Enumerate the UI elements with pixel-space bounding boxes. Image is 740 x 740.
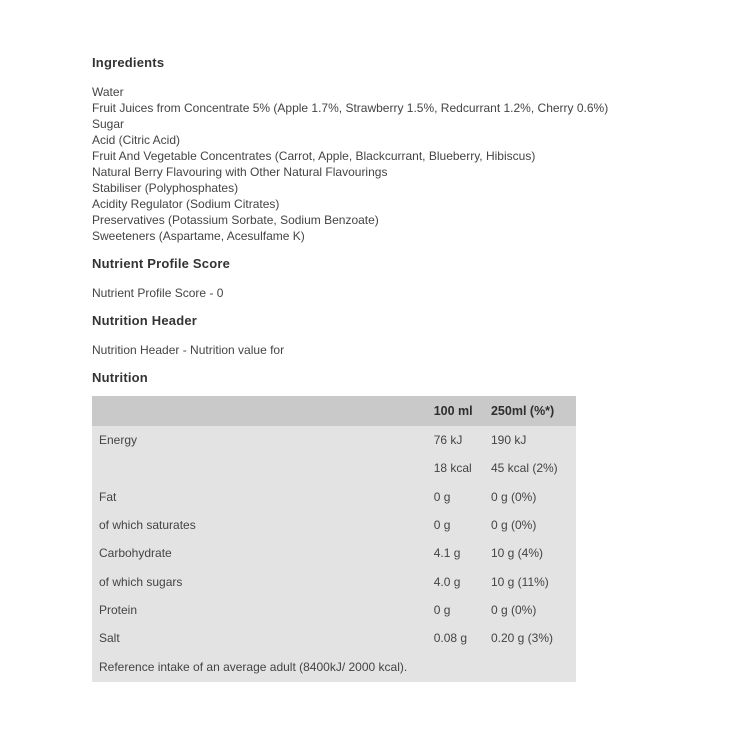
value-100ml: 76 kJ — [433, 433, 463, 448]
value-100ml: 0.08 g — [433, 631, 468, 646]
nutrient-profile-text: Nutrient Profile Score - 0 — [92, 286, 224, 300]
ingredient-item: Acidity Regulator (Sodium Citrates) — [92, 197, 280, 211]
value-100ml: 18 kcal — [433, 461, 472, 476]
ingredient-item: Preservatives (Potassium Sorbate, Sodium Benzoate) — [92, 213, 379, 227]
nutrition-table — [92, 396, 576, 682]
value-100ml: 0 g — [433, 602, 451, 617]
value-250ml: 190 kJ — [490, 433, 527, 448]
table-row — [92, 511, 576, 539]
product-details — [92, 55, 652, 682]
ingredient-item: Stabiliser (Polyphosphates) — [92, 181, 239, 195]
nutrient-name: Salt — [99, 631, 120, 646]
nutrient-name: Protein — [99, 602, 138, 617]
ingredients-list — [92, 84, 652, 244]
nutrition-heading: Nutrition — [92, 370, 148, 385]
nutrient-name: Carbohydrate — [99, 546, 172, 561]
nutrient-name: of which sugars — [99, 574, 183, 589]
ingredients-heading: Ingredients — [92, 55, 165, 70]
table-row — [92, 454, 576, 482]
reference-intake-footnote: Reference intake of an average adult (8400kJ/ 2000 kcal). — [99, 660, 408, 675]
value-250ml: 0.20 g (3%) — [490, 631, 554, 646]
nutrient-name: Fat — [99, 489, 117, 504]
value-250ml: 10 g (11%) — [490, 574, 549, 589]
ingredient-item: Fruit Juices from Concentrate 5% (Apple 1.7%, Strawberry 1.5%, Redcurrant 1.2%, Cherry 0.6%) — [92, 101, 609, 115]
table-row — [92, 596, 576, 624]
ingredient-item: Fruit And Vegetable Concentrates (Carrot, Apple, Blackcurrant, Blueberry, Hibiscus) — [92, 149, 536, 163]
ingredient-item: Sugar — [92, 117, 125, 131]
value-250ml: 45 kcal (2%) — [490, 461, 558, 476]
nutrition-table-header-row — [92, 396, 576, 426]
nutrient-name — [92, 454, 434, 482]
value-250ml: 0 g (0%) — [490, 489, 537, 504]
value-100ml: 0 g — [433, 518, 451, 533]
column-header-250ml: 250ml (%*) — [490, 404, 555, 418]
value-100ml: 4.1 g — [433, 546, 461, 561]
ingredient-item: Sweeteners (Aspartame, Acesulfame K) — [92, 229, 305, 243]
value-100ml: 0 g — [433, 489, 451, 504]
nutrition-header-heading: Nutrition Header — [92, 313, 198, 328]
table-row — [92, 539, 576, 567]
ingredient-item: Acid (Citric Acid) — [92, 133, 181, 147]
ingredient-item: Natural Berry Flavouring with Other Natural Flavourings — [92, 165, 388, 179]
nutrient-profile-heading: Nutrient Profile Score — [92, 256, 231, 271]
value-100ml: 4.0 g — [433, 574, 461, 589]
value-250ml: 0 g (0%) — [490, 602, 537, 617]
table-row — [92, 483, 576, 511]
table-row — [92, 624, 576, 652]
nutrition-header-text: Nutrition Header - Nutrition value for — [92, 343, 285, 357]
nutrient-name: of which saturates — [99, 518, 196, 533]
ingredient-item: Water — [92, 85, 124, 99]
value-250ml: 0 g (0%) — [490, 518, 537, 533]
table-row — [92, 426, 576, 454]
table-footnote-row — [92, 652, 576, 682]
value-250ml: 10 g (4%) — [490, 546, 544, 561]
column-header-100ml: 100 ml — [433, 404, 473, 418]
nutrient-name: Energy — [99, 433, 138, 448]
column-header-nutrient — [92, 396, 434, 426]
table-row — [92, 567, 576, 595]
